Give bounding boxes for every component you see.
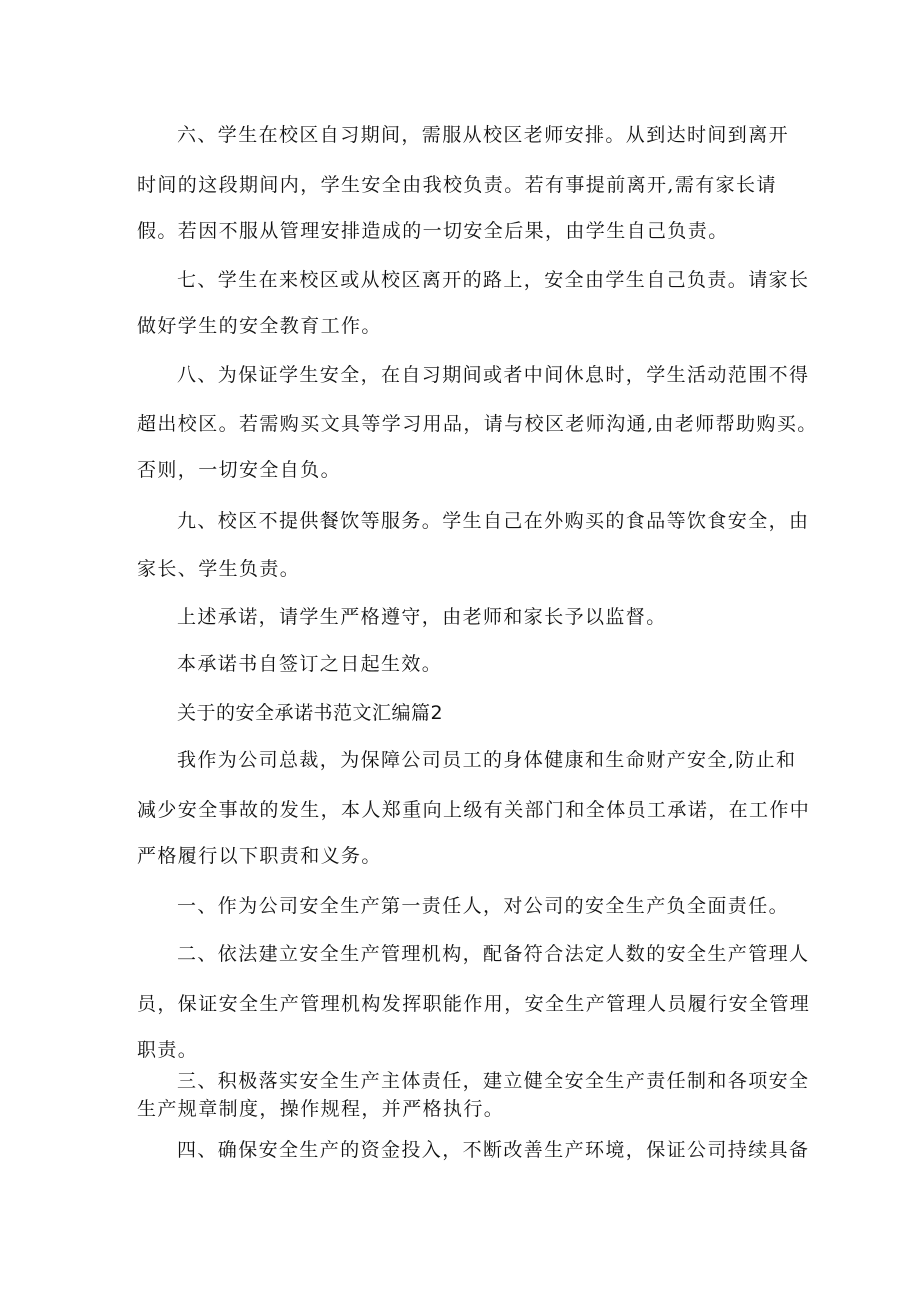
intro-line-2: 减少安全事故的发生，本人郑重向上级有关部门和全体员工承诺，在工作中 [137,799,811,821]
paragraph-9-line-1: 九、校区不提供餐饮等服务。学生自己在外购买的食品等饮食安全，由 [177,510,810,532]
duty-4-line-1: 四、确保安全生产的资金投入，不断改善生产环境，保证公司持续具备 [177,1139,810,1161]
paragraph-7-line-2: 做好学生的安全教育工作。 [137,315,382,337]
paragraph-6-line-3: 假。若因不服从管理安排造成的一切安全后果，由学生自己负责。 [137,220,729,242]
duty-2-line-1: 二、依法建立安全生产管理机构，配备符合法定人数的安全生产管理人 [177,943,810,965]
duty-3-line-2: 生产规章制度，操作规程，并严格执行。 [137,1098,505,1120]
paragraph-6-line-2: 时间的这段期间内，学生安全由我校负责。若有事提前离开,需有家长请 [137,174,777,196]
commitment-supervision-line: 上述承诺，请学生严格遵守，由老师和家长予以监督。 [177,606,667,628]
paragraph-8-line-1: 八、为保证学生安全，在自习期间或者中间休息时，学生活动范围不得 [177,364,810,386]
paragraph-7-line-1: 七、学生在来校区或从校区离开的路上，安全由学生自己负责。请家长 [177,269,810,291]
duty-3-line-1: 三、积极落实安全生产主体责任，建立健全安全生产责任制和各项安全 [177,1070,810,1092]
duty-2-line-2: 员，保证安全生产管理机构发挥职能作用，安全生产管理人员履行安全管理 [137,993,811,1015]
intro-line-3: 严格履行以下职责和义务。 [137,845,382,867]
effective-date-line: 本承诺书自签订之日起生效。 [177,653,443,675]
paragraph-8-line-3: 否则，一切安全自负。 [137,459,342,481]
paragraph-9-line-2: 家长、学生负责。 [137,558,301,580]
duty-1-line-1: 一、作为公司安全生产第一责任人，对公司的安全生产负全面责任。 [177,895,790,917]
paragraph-8-line-2: 超出校区。若需购买文具等学习用品，请与校区老师沟通,由老师帮助购买。 [137,413,818,435]
intro-line-1: 我作为公司总裁，为保障公司员工的身体健康和生命财产安全,防止和 [177,749,797,771]
duty-2-line-3: 职责。 [137,1039,199,1061]
section-title-2: 关于的安全承诺书范文汇编篇2 [177,702,444,724]
paragraph-6-line-1: 六、学生在校区自习期间，需服从校区老师安排。从到达时间到离开 [177,124,790,146]
